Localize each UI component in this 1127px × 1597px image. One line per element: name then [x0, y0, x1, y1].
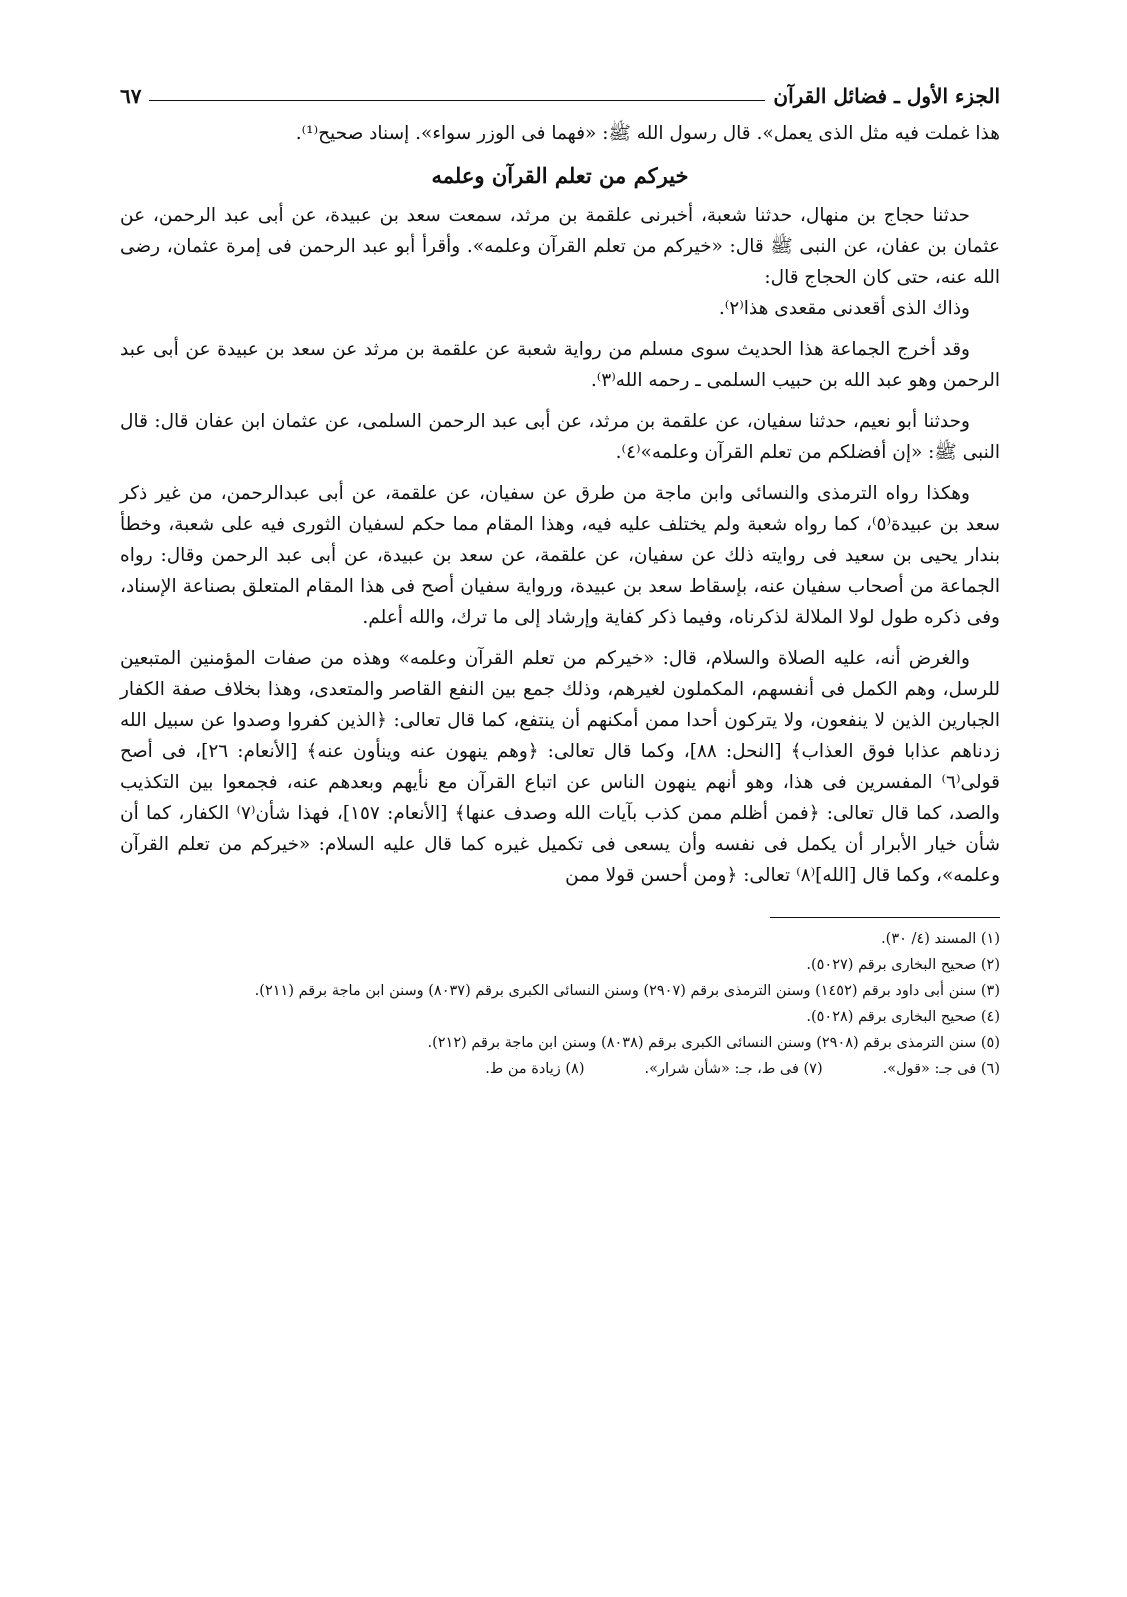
footnote-rule — [770, 917, 1000, 918]
footnote-5: (٥) سنن الترمذى برقم (٢٩٠٨) وسنن النسائى الكبرى برقم (٨٠٣٨) وسنن ابن ماجة برقم (٢١٢). — [427, 1035, 1000, 1051]
paragraph-3: وحدثنا أبو نعيم، حدثنا سفيان، عن علقمة بن مرثد، عن أبى عبد الرحمن السلمى، عن عثمان ابن عفان قال: قال النبى ﷺ: «إن أفضلكم من تعلم القرآن وعلمه»⁽٤⁾. — [120, 411, 1000, 463]
footnote-2: (٢) صحيح البخارى برقم (٥٠٢٧). — [806, 957, 1000, 973]
running-title: الجزء الأول ـ فضائل القرآن — [773, 84, 1000, 108]
footnote-7: (٧) فى ط، جـ: «شأن شرار». — [644, 1061, 823, 1077]
page-header — [120, 78, 1000, 114]
footnote-row — [120, 1056, 1000, 1082]
header-rule — [149, 100, 765, 101]
footnote-6: (٦) فى جـ: «قول». — [882, 1061, 1000, 1077]
footnote-8: (٨) زيادة من ط. — [485, 1061, 585, 1077]
page — [120, 78, 1000, 1082]
page-number: ٦٧ — [120, 84, 142, 108]
paragraph-2: وقد أخرج الجماعة هذا الحديث سوى مسلم من رواية شعبة عن علقمة بن مرثد عن سعد بن عبيدة عن أبى عبد الرحمن وهو عبد الله بن حبيب السلمى ـ رحمه الله⁽٣⁾. — [120, 339, 1000, 391]
footnote-1: (١) المسند (٤/ ٣٠). — [881, 931, 1000, 947]
continuation-line: هذا غملت فيه مثل الذى يعمل». قال رسول الله ﷺ: «فهما فى الوزر سواء». إسناد صحيح⁽¹⁾. — [295, 123, 1000, 144]
paragraph-4: وهكذا رواه الترمذى والنسائى وابن ماجة من طرق عن سفيان، عن علقمة، عن أبى عبدالرحمن، من غير ذكر سعد بن عبيدة⁽٥⁾، كما رواه شعبة ولم يختلف عليه فيه، وهذا المقام مما حكم لسفيان الثورى فيه على شعبة، وخطأ بندار يحيى بن سعيد فى روايته ذلك عن سفيان، عن علقمة، عن سعد بن عبيدة، عن أبى عبد الرحمن وقال: رواه الجماعة من أصحاب سفيان عنه، بإسقاط سعد بن عبيدة، ورواية سفيان أصح فى هذا المقام المتعلق بصناعة الإسناد، وفى ذكره طول لولا الملالة لذكرناه، وفيما ذكر كفاية وإرشاد إلى ما ترك، والله أعلم. — [120, 483, 1001, 628]
paragraph-1-quote: وذاك الذى أقعدنى مقعدى هذا⁽٢⁾. — [718, 298, 970, 319]
paragraph-1: حدثنا حجاج بن منهال، حدثنا شعبة، أخبرنى علقمة بن مرثد، سمعت سعد بن عبيدة، عن أبى عبد الرحمن، عن عثمان بن عفان، عن النبى ﷺ قال: «خيركم من تعلم القرآن وعلمه». وأقرأ أبو عبد الرحمن فى إمرة عثمان، رضى الله عنه، حتى كان الحجاج قال: — [120, 205, 1000, 288]
footnote-4: (٤) صحيح البخارى برقم (٥٠٢٨). — [806, 1009, 1000, 1025]
paragraph-5: والغرض أنه، عليه الصلاة والسلام، قال: «خيركم من تعلم القرآن وعلمه» وهذه من صفات المؤمنين المتبعين للرسل، وهم الكمل فى أنفسهم، المكملون لغيرهم، وذلك جمع بين النفع القاصر والمتعدى، وهذا بخلاف صفة الكفار الجبارين الذين لا ينفعون، ولا يتركون أحدا ممن أمكنهم أن ينتفع، كما قال تعالى: ﴿الذين كفروا وصدوا عن سبيل الله زدناهم عذابا فوق العذاب﴾ [النحل: ٨٨]، وكما قال تعالى: ﴿وهم ينهون عنه وينأون عنه﴾ [الأنعام: ٢٦]، فى أصح قولى⁽٦⁾ المفسرين فى هذا، وهو أنهم ينهون الناس عن اتباع القرآن مع نأيهم وبعدهم عنه، فجمعوا بين التكذيب والصد، كما قال تعالى: ﴿فمن أظلم ممن كذب بآيات الله وصدف عنها﴾ [الأنعام: ١٥٧]، فهذا شأن⁽٧⁾ الكفار، كما أن شأن خيار الأبرار أن يكمل فى نفسه وأن يسعى فى تكميل غيره كما قال عليه السلام: «خيركم من تعلم القرآن وعلمه»، وكما قال [الله]⁽٨⁾ تعالى: ﴿ومن أحسن قولا ممن — [120, 648, 1000, 886]
section-heading: خيركم من تعلم القرآن وعلمه — [431, 163, 689, 188]
footnote-3: (٣) سنن أبى داود برقم (١٤٥٢) وسنن الترمذى برقم (٢٩٠٧) وسنن النسائى الكبرى برقم (٨٠٣٧) وسنن ابن ماجة برقم (٢١١). — [254, 983, 1000, 999]
